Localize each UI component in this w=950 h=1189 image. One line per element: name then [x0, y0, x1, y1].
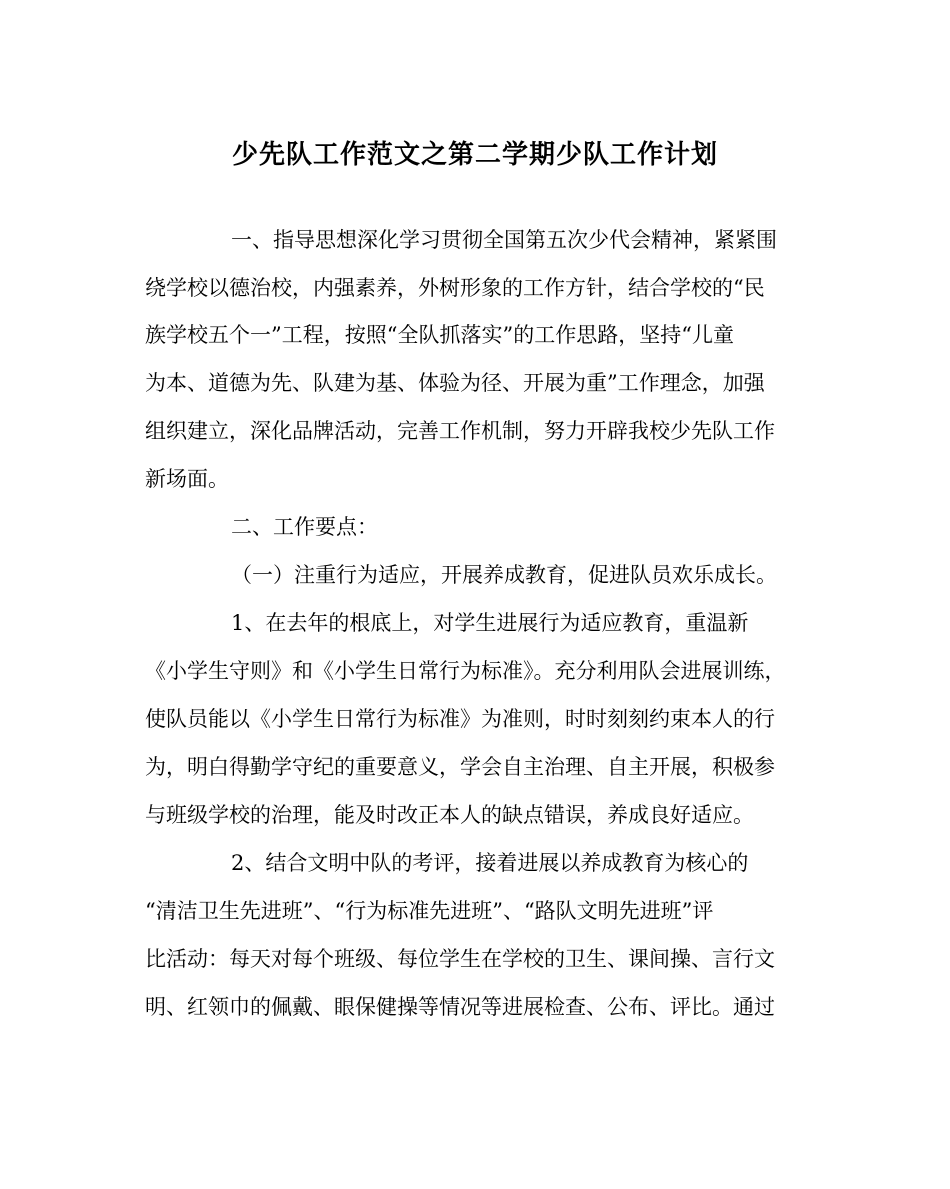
paragraph-line: 为本、道德为先、队建为基、体验为径、开展为重”工作理念，加强: [145, 371, 765, 395]
paragraph-line: 绕学校以德治校，内强素养，外树形象的工作方针，结合学校的“民: [145, 276, 765, 300]
paragraph-line: 2、结合文明中队的考评，接着进展以养成教育为核心的: [231, 851, 749, 875]
paragraph-line: 一、指导思想深化学习贯彻全国第五次少代会精神，紧紧围: [231, 228, 777, 252]
section-heading: 二、工作要点：: [231, 515, 378, 539]
paragraph-line: 《小学生守则》和《小学生日常行为标准》。充分利用队会进展训练，: [145, 659, 786, 683]
paragraph-line: 比活动：每天对每个班级、每位学生在学校的卫生、课间操、言行文: [145, 947, 775, 971]
paragraph-line: 明、红领巾的佩戴、眼保健操等情况等进展检查、公布、评比。通过: [145, 995, 775, 1019]
paragraph-line: 1、在去年的根底上，对学生进展行为适应教育，重温新: [231, 611, 749, 635]
paragraph-line: 族学校五个一”工程，按照“全队抓落实”的工作思路，坚持“儿童: [145, 323, 734, 347]
paragraph-line: “清洁卫生先进班”、“行为标准先进班”、“路队文明先进班”评: [145, 899, 714, 923]
paragraph-line: 与班级学校的治理，能及时改正本人的缺点错误，养成良好适应。: [145, 803, 754, 827]
subsection-heading: （一）注重行为适应，开展养成教育，促进队员欢乐成长。: [231, 563, 777, 587]
paragraph-line: 为，明白得勤学守纪的重要意义，学会自主治理、自主开展，积极参: [145, 755, 775, 779]
paragraph-line: 组织建立，深化品牌活动，完善工作机制，努力开辟我校少先队工作: [145, 419, 775, 443]
document-title: 少先队工作范文之第二学期少队工作计划: [231, 140, 718, 170]
paragraph-line: 使队员能以《小学生日常行为标准》为准则，时时刻刻约束本人的行: [145, 707, 775, 731]
paragraph-line: 新场面。: [145, 467, 229, 491]
